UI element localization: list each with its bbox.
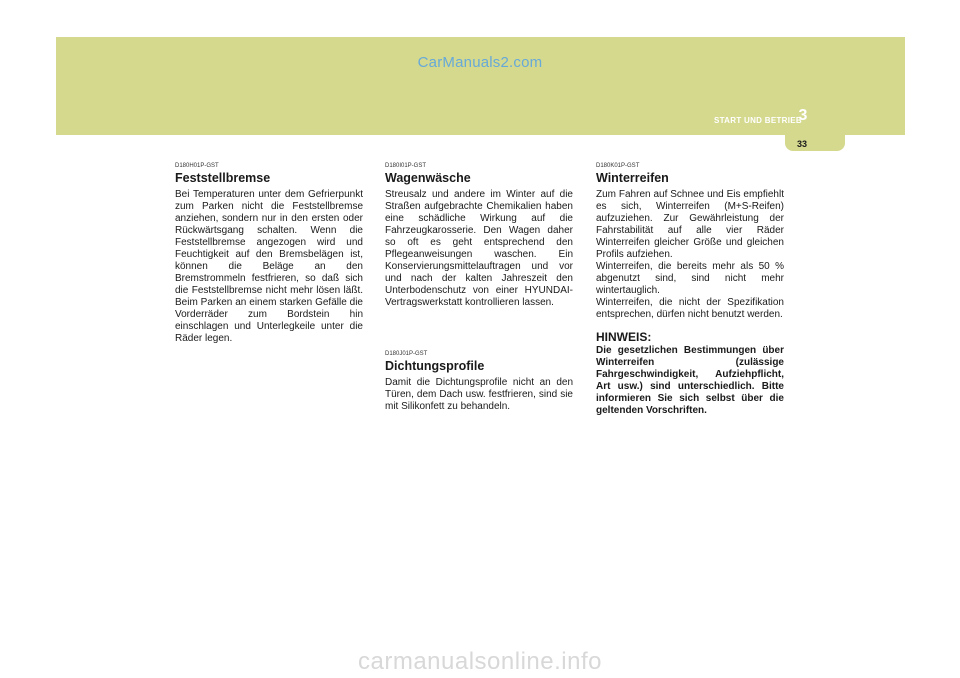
section-code: D180J01P-GST — [385, 351, 428, 357]
page-number: 33 — [796, 139, 807, 149]
chapter-title: START UND BETRIEB — [713, 116, 802, 125]
footer-watermark[interactable]: carmanualsonline.info — [358, 648, 602, 675]
section-body-paragraph: Winterreifen, die bereits mehr als 50 % abgenutzt sind, sind nicht mehr wintertauglich. — [596, 261, 784, 296]
section-body: Damit die Dichtungsprofile nicht an den Türen, dem Dach usw. festfrieren, sind sie mit Silikonfett zu behandeln. — [385, 377, 573, 412]
section-body-paragraph: Zum Fahren auf Schnee und Eis empfiehlt es sich, Winterreifen (M+S-Reifen) aufzuziehen. Zur Gewährleistung der Fahrstabilität auf alle vier Räder Winterreifen gleicher Größe und gleichen Profils aufziehen. — [596, 189, 784, 260]
chapter-number: 3 — [798, 107, 808, 124]
section-heading-feststellbremse: Feststellbremse — [175, 171, 271, 185]
section-body: Bei Temperaturen unter dem Gefrierpunkt zum Parken nicht die Feststellbremse anziehen, sondern nur in den ersten oder Rückwärtsgang schalten. Wenn die Feststellbremse angezogen wird und Feuchtigkeit auf den Bremsbelägen ist, können die Beläge an den Bremstrommeln festfrieren, so daß sich die Feststellbremse nicht mehr lösen läßt. Beim Parken an einem starken Gefälle die Vorderräder zum Bordstein hin einschlagen und Unterlegkeile unter die Räder legen. — [175, 189, 363, 344]
section-code: D180I01P-GST — [385, 163, 427, 169]
column-middle — [385, 163, 573, 413]
section-code: D180H01P-GST — [175, 163, 219, 169]
section-heading-dichtungsprofile: Dichtungsprofile — [385, 359, 485, 373]
section-body: Streusalz und andere im Winter auf die Straßen aufgebrachte Chemikalien haben eine schädliche Wirkung auf die Fahrzeugkarosserie. Den Wagen daher so oft es geht entsprechend den Pflegeanweisungen waschen. Ein Konservierungsmittelauftragen und vor und nach der kalten Jahreszeit den Unterbodenschutz von einer HYUNDAI-Vertragswerkstatt kontrollieren lassen. — [385, 189, 573, 308]
note-heading: HINWEIS: — [596, 330, 652, 344]
section-heading-winterreifen: Winterreifen — [596, 171, 669, 185]
note-text: Die gesetzlichen Bestimmungen über Winterreifen (zulässige Fahrgeschwindigkeit, Aufziehpflicht, Art usw.) sind unterschiedlich. Bitte informieren Sie sich selbst über die geltenden Vorschriften. — [596, 345, 784, 416]
section-dichtungsprofile — [385, 351, 573, 413]
column-right — [596, 163, 784, 417]
site-watermark[interactable]: CarManuals2.com — [417, 54, 543, 71]
section-heading-wagenwaesche: Wagenwäsche — [385, 171, 471, 185]
section-body-paragraph: Winterreifen, die nicht der Spezifikation entsprechen, dürfen nicht benutzt werden. — [596, 297, 784, 320]
column-left — [175, 163, 363, 345]
section-code: D180K01P-GST — [596, 163, 640, 169]
